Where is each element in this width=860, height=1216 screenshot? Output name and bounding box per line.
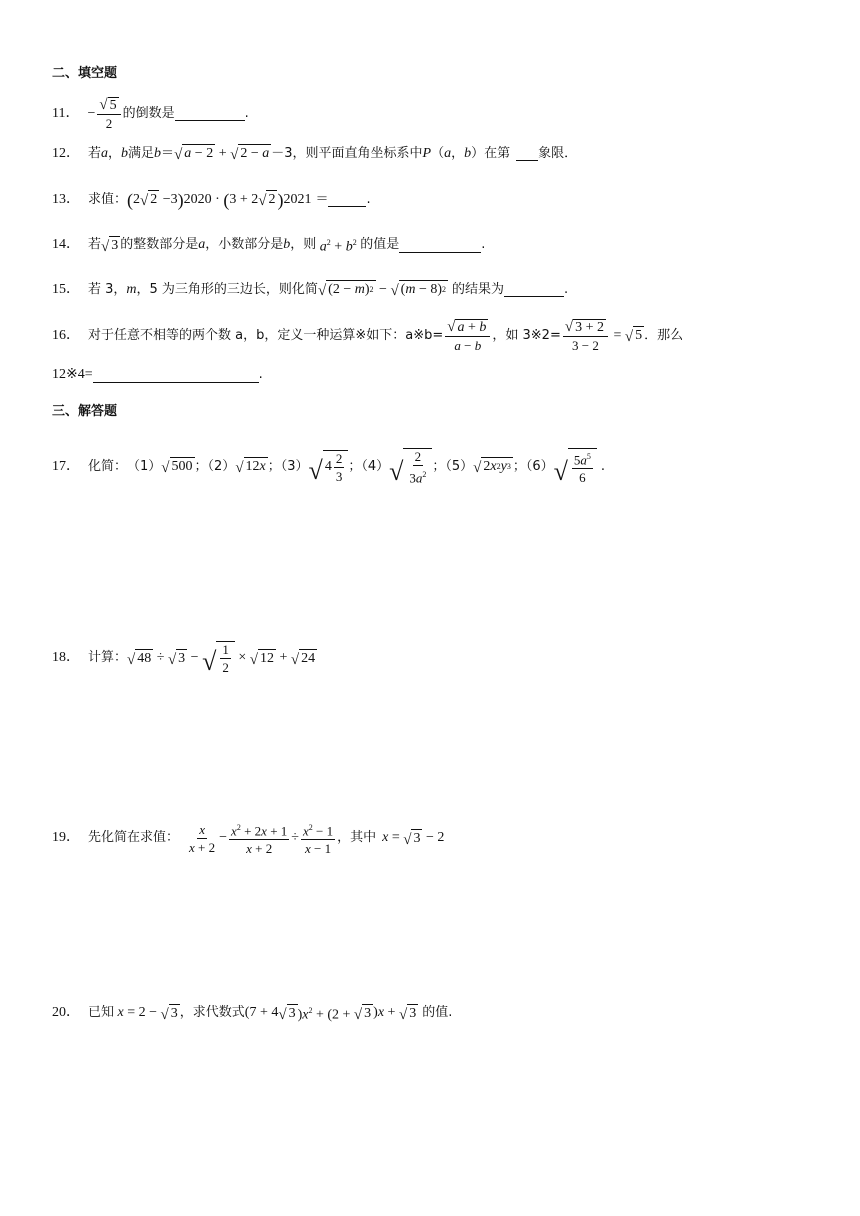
- var-a: a: [444, 145, 452, 161]
- sqrt-4-2-3: √ 4 $\frac{2}{3}$: [309, 450, 349, 484]
- minus-sign: −: [87, 105, 96, 121]
- period: .: [258, 367, 263, 382]
- sqrt-12x: √ 12 x: [235, 459, 266, 477]
- text: ，其中: [337, 830, 377, 846]
- sqrt-12: √ 12: [249, 650, 274, 668]
- question-20: 20． 已知 x = 2 − √ 3 ，求代数式 (7 + 4 √ 3 )$x^2 + (2$ + √ 3 )x + √ 3 的值.: [52, 1005, 453, 1023]
- text: 象限．: [538, 145, 578, 161]
- text: 若: [88, 237, 102, 253]
- text: 若 3，: [88, 281, 127, 297]
- text: －3，则平面直角坐标系中: [271, 145, 423, 161]
- text: 若: [88, 145, 102, 161]
- part-label: ；（5）: [432, 458, 474, 474]
- question-number: 16．: [52, 327, 80, 343]
- text: ，: [108, 145, 122, 161]
- fraction-x-over-x-plus-2: $\frac{x}{x + 2}$: [189, 821, 216, 855]
- expression-polynomial: (7 + 4: [244, 1005, 279, 1021]
- fraction-example: √ 3 + 2 3 − 2: [563, 318, 608, 353]
- var-a: a: [101, 145, 109, 161]
- text: ）在第: [471, 145, 511, 161]
- sqrt-m-minus-8-squared: √ ( m − 8) 2: [390, 282, 447, 299]
- text: ，则: [290, 237, 317, 253]
- sqrt-2-minus-a: √ 2 − a: [230, 146, 270, 163]
- sqrt-3: √ 3: [278, 1005, 296, 1023]
- sqrt-3: √ 3: [353, 1005, 372, 1023]
- section-heading-fill-in: 二、填空题: [52, 66, 118, 81]
- answer-blank[interactable]: [93, 368, 259, 383]
- text: ，如 3※2=: [492, 327, 561, 343]
- text: 的值.: [422, 1005, 453, 1021]
- equals: ＝: [315, 191, 329, 207]
- period: .: [600, 458, 606, 474]
- sqrt-2-minus-m-squared: √ (2 − m ) 2: [317, 282, 374, 299]
- question-number: 12．: [52, 145, 80, 161]
- text: ，5 为三角形的三边长，则化简: [136, 281, 318, 297]
- period: .: [564, 281, 569, 297]
- question-number: 15．: [52, 281, 80, 297]
- sqrt-3: √ 3: [403, 830, 421, 848]
- answer-blank[interactable]: [516, 146, 538, 161]
- var-b: b: [154, 145, 162, 161]
- question-number: 20．: [52, 1005, 80, 1021]
- var-m: m: [126, 281, 137, 297]
- period: .: [244, 105, 249, 121]
- text: 的值是: [360, 237, 400, 253]
- var-b: b: [283, 237, 291, 253]
- question-12: 12． 若 a ， b 满足 b ＝ √ a − 2 + √ 2 − a －3，则平面直角坐标系中 P （ a ， b ）在第 象限．: [52, 145, 578, 163]
- text: 的结果为: [452, 281, 505, 297]
- fraction-x2-2x-1-over-x-plus-2: $\frac{x^2 + 2x + 1}{x + 2}$: [229, 820, 289, 856]
- question-number: 14．: [52, 237, 80, 253]
- sqrt-3: √ 3: [398, 1005, 417, 1023]
- question-16: 16． 对于任意不相等的两个数 a，b，定义一种运算※如下：a※b= √ a + b a − b ，如 3※2= √ 3 + 2 3 − 2 = √ 5 ．那么: [52, 319, 684, 354]
- sqrt-3: √ 3: [160, 1005, 178, 1023]
- question-number: 18．: [52, 650, 80, 665]
- question-text: 的倒数是: [122, 105, 175, 121]
- part-label: ；（2）: [194, 458, 236, 474]
- question-15: 15． 若 3， m ，5 为三角形的三边长，则化简 √ (2 − m ) 2 − √ ( m − 8) 2 的结果为 .: [52, 281, 569, 299]
- period: .: [366, 191, 371, 207]
- part-label: （1）: [127, 458, 162, 474]
- sqrt-2: √ 2: [140, 192, 158, 209]
- text: ，求代数式: [179, 1005, 245, 1021]
- question-11: [52, 96, 249, 131]
- question-number: 11．: [52, 105, 80, 121]
- part-label: ；（6）: [512, 458, 554, 474]
- expression-power-2021: (: [223, 189, 230, 210]
- equals: ＝: [161, 145, 175, 161]
- text: 计算：: [88, 650, 128, 665]
- answer-blank[interactable]: [328, 192, 366, 207]
- sqrt-3: √ 3: [167, 650, 186, 668]
- var-a: a: [198, 237, 206, 253]
- sqrt-48: √ 48: [127, 650, 152, 668]
- sqrt-a-minus-2: √ a − 2: [174, 146, 214, 163]
- question-16-line-2: [52, 366, 263, 384]
- sqrt-1-over-2: √ $\frac{1}{2}$: [202, 641, 235, 675]
- part-label: ；（4）: [348, 458, 390, 474]
- text: 12※4=: [52, 367, 93, 382]
- condition-x: x =: [382, 830, 404, 846]
- text: 已知: [88, 1005, 115, 1021]
- var-P: P: [422, 145, 432, 161]
- section-heading-answers: 三、解答题: [52, 404, 118, 419]
- text: ．那么: [644, 327, 684, 343]
- sqrt-2-over-3a2: √ $\frac{2}{3a^2}$: [389, 448, 432, 485]
- fraction-sqrt5-over-2: √ 5 2: [97, 96, 120, 131]
- text: 的整数部分是: [120, 237, 199, 253]
- question-19: 19． 先化简在求值： $\frac{x}{x + 2}$ − $\frac{x^2 + 2x + 1}{x + 2}$ ÷ $\frac{x^2 - 1}{x - 1}$ ，其中 x = √ 3 − 2: [52, 821, 445, 857]
- sqrt-5a5-over-6: √ $\frac{5a^5}{6}$: [554, 448, 597, 485]
- question-number: 17．: [52, 458, 80, 474]
- text: 先化简在求值：: [88, 830, 180, 846]
- sqrt-3: √ 3: [101, 237, 119, 255]
- text: 满足: [128, 145, 155, 161]
- sqrt-5: √ 5: [624, 328, 643, 345]
- question-18: 18． 计算： √ 48 ÷ √ 3 − √ $\frac{1}{2}$ × √ 12 + √ 24: [52, 642, 316, 676]
- text: ，小数部分是: [205, 237, 284, 253]
- sqrt-2x2y3: √ 2 x 2 y 3: [473, 459, 511, 477]
- question-number: 19．: [52, 830, 80, 846]
- fraction-definition: √ a + b a − b: [445, 318, 490, 353]
- text: 求值：: [88, 191, 128, 207]
- text: （: [431, 145, 445, 161]
- var-b: b: [464, 145, 472, 161]
- text: 对于任意不相等的两个数 a，b，定义一种运算※如下：a※b=: [88, 327, 444, 343]
- part-label: ；（3）: [267, 458, 309, 474]
- answer-blank[interactable]: [399, 238, 481, 253]
- sqrt-500: √ 500: [161, 459, 193, 477]
- period: .: [481, 237, 486, 253]
- condition-x: x = 2 −: [117, 1005, 161, 1021]
- var-b: b: [121, 145, 129, 161]
- expression-power-2020: (: [127, 189, 134, 210]
- answer-blank[interactable]: [175, 106, 245, 121]
- question-17: [52, 448, 605, 485]
- text: ，: [451, 145, 465, 161]
- sqrt-2: √ 2: [258, 192, 276, 209]
- answer-blank[interactable]: [504, 282, 564, 297]
- question-14: [52, 234, 485, 257]
- expression-a2-plus-b2: $a^2 + b^2$: [319, 238, 357, 255]
- sqrt-24: √ 24: [290, 650, 316, 668]
- text: 化简：: [88, 458, 128, 474]
- fraction-x2-1-over-x-1: $\frac{x^2 - 1}{x - 1}$: [301, 820, 335, 856]
- question-number: 13．: [52, 191, 80, 207]
- question-13: 13． 求值： ( 2 √ 2 −3 ) 2020 · ( 3 + 2 √ 2 ) 2021 ＝ .: [52, 189, 371, 210]
